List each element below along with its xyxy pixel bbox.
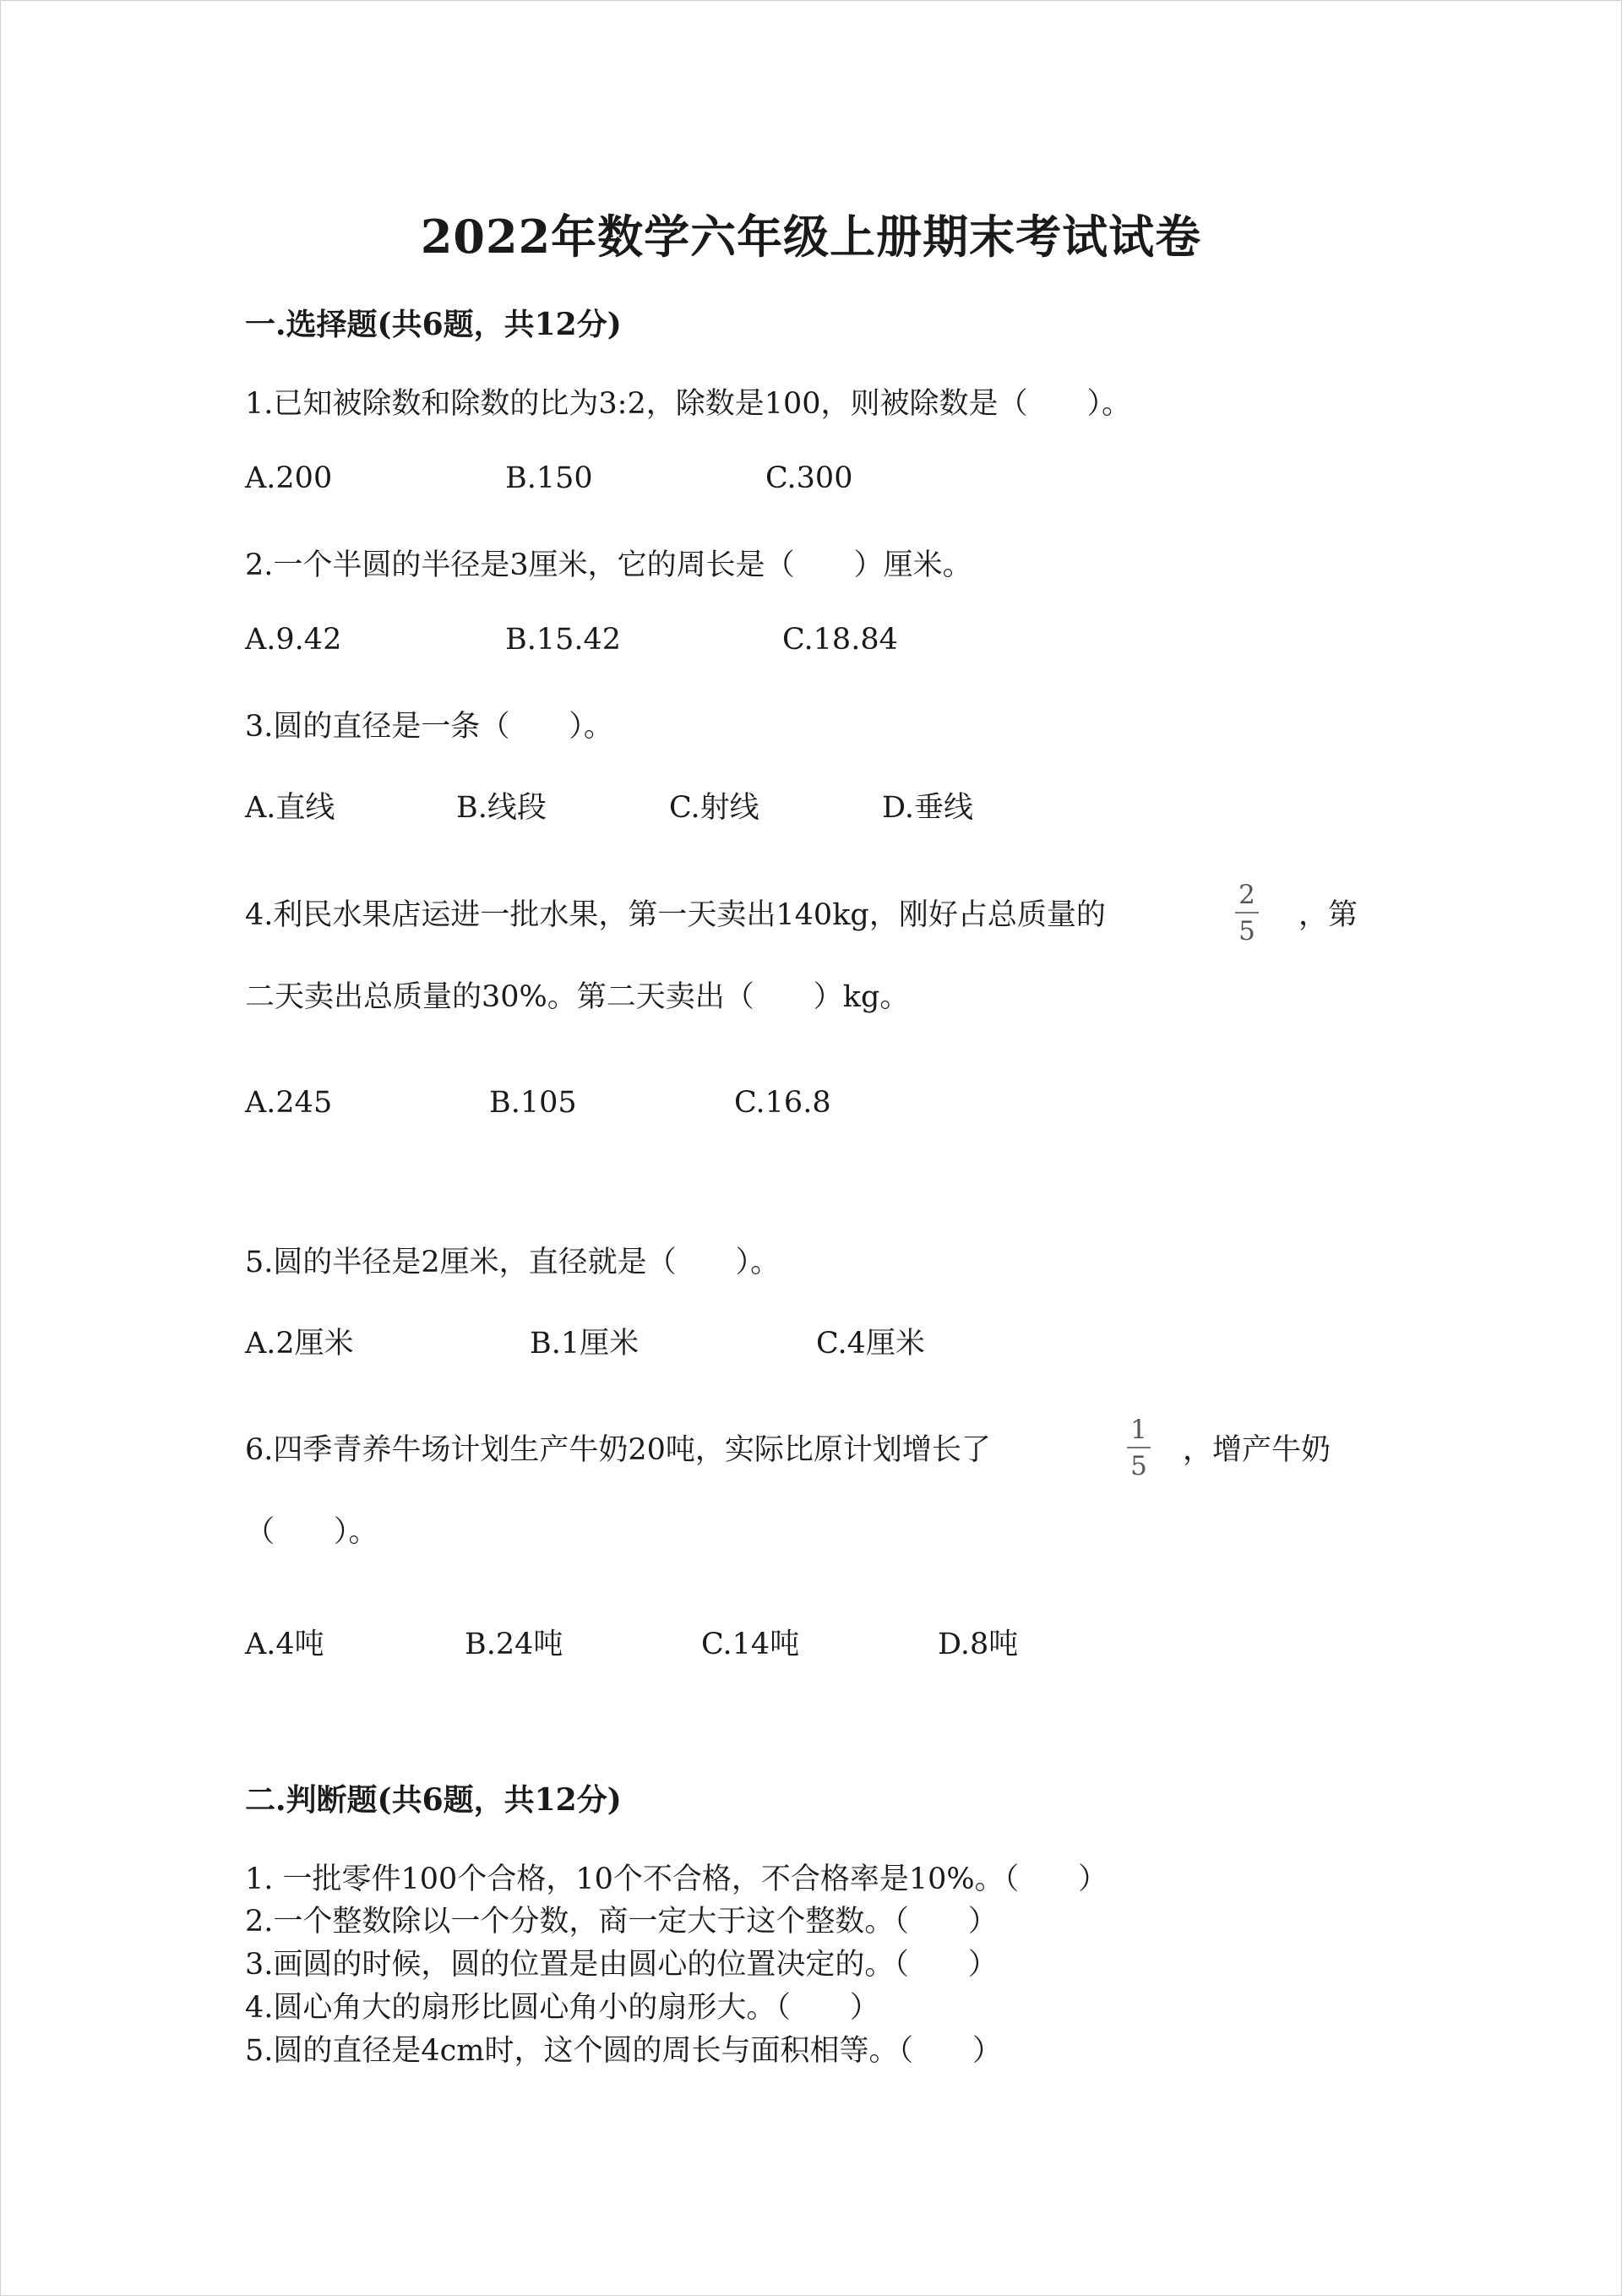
q4-option-b: B.105 <box>489 1086 577 1120</box>
page-title: 2022年数学六年级上册期末考试试卷 <box>420 210 1202 264</box>
q6-option-d: D.8吨 <box>938 1628 1019 1661</box>
q1-option-b: B.150 <box>505 461 593 495</box>
judgment-item-5: 5.圆的直径是4cm时，这个圆的周长与面积相等。（ ） <box>245 2034 1002 2068</box>
q4-option-c: C.16.8 <box>734 1086 831 1120</box>
q3-option-b: B.线段 <box>456 791 547 825</box>
section-heading-choice: 一.选择题(共6题，共12分) <box>245 307 622 342</box>
q5-option-a: A.2厘米 <box>245 1327 354 1361</box>
q6-fraction-numerator: 1 <box>1130 1415 1147 1445</box>
q6-option-b: B.24吨 <box>465 1628 563 1661</box>
q2-option-c: C.18.84 <box>782 623 898 657</box>
judgment-item-2: 2.一个整数除以一个分数，商一定大于这个整数。（ ） <box>245 1905 998 1939</box>
q6-fraction-denominator: 5 <box>1130 1451 1147 1481</box>
q5-option-b: B.1厘米 <box>530 1327 640 1361</box>
section-heading-judgment: 二.判断题(共6题，共12分) <box>245 1782 622 1818</box>
q3-option-d: D.垂线 <box>882 791 973 825</box>
q4-fraction-numerator: 2 <box>1238 880 1255 910</box>
judgment-item-3: 3.画圆的时候，圆的位置是由圆心的位置决定的。（ ） <box>245 1948 998 1982</box>
judgment-item-1: 1. 一批零件100个合格，10个不合格，不合格率是10%。（ ） <box>245 1862 1108 1896</box>
question-2-text: 2.一个半圆的半径是3厘米，它的周长是（ ）厘米。 <box>245 548 972 582</box>
question-6-text-b: ，增产牛奶 <box>1183 1433 1331 1467</box>
q4-fraction-denominator: 5 <box>1238 916 1255 946</box>
q4-option-a: A.245 <box>245 1086 333 1120</box>
q3-option-a: A.直线 <box>245 791 335 825</box>
q4-fraction-bar <box>1235 912 1259 913</box>
q6-fraction-bar <box>1127 1447 1151 1448</box>
question-5-text: 5.圆的半径是2厘米，直径就是（ ）。 <box>245 1246 781 1279</box>
q5-option-c: C.4厘米 <box>816 1327 925 1361</box>
q2-option-b: B.15.42 <box>505 623 622 657</box>
question-4-text-a: 4.利民水果店运进一批水果，第一天卖出140kg，刚好占总质量的 <box>245 898 1106 932</box>
q1-option-a: A.200 <box>245 461 333 495</box>
question-6-text-c: （ ）。 <box>245 1515 378 1549</box>
q6-fraction <box>1122 1417 1156 1480</box>
question-4-text-b: ，第 <box>1298 898 1358 932</box>
q4-fraction <box>1230 882 1264 945</box>
q6-option-a: A.4吨 <box>245 1628 324 1661</box>
question-6-text-a: 6.四季青养牛场计划生产牛奶20吨，实际比原计划增长了 <box>245 1433 991 1467</box>
q3-option-c: C.射线 <box>669 791 759 825</box>
judgment-item-4: 4.圆心角大的扇形比圆心角小的扇形大。（ ） <box>245 1991 879 2025</box>
q2-option-a: A.9.42 <box>245 623 342 657</box>
q1-option-c: C.300 <box>765 461 853 495</box>
q6-option-c: C.14吨 <box>701 1628 800 1661</box>
question-4-text-c: 二天卖出总质量的30%。第二天卖出（ ）kg。 <box>245 980 910 1014</box>
question-1-text: 1.已知被除数和除数的比为3:2，除数是100，则被除数是（ ）。 <box>245 387 1132 421</box>
question-3-text: 3.圆的直径是一条（ ）。 <box>245 710 613 744</box>
